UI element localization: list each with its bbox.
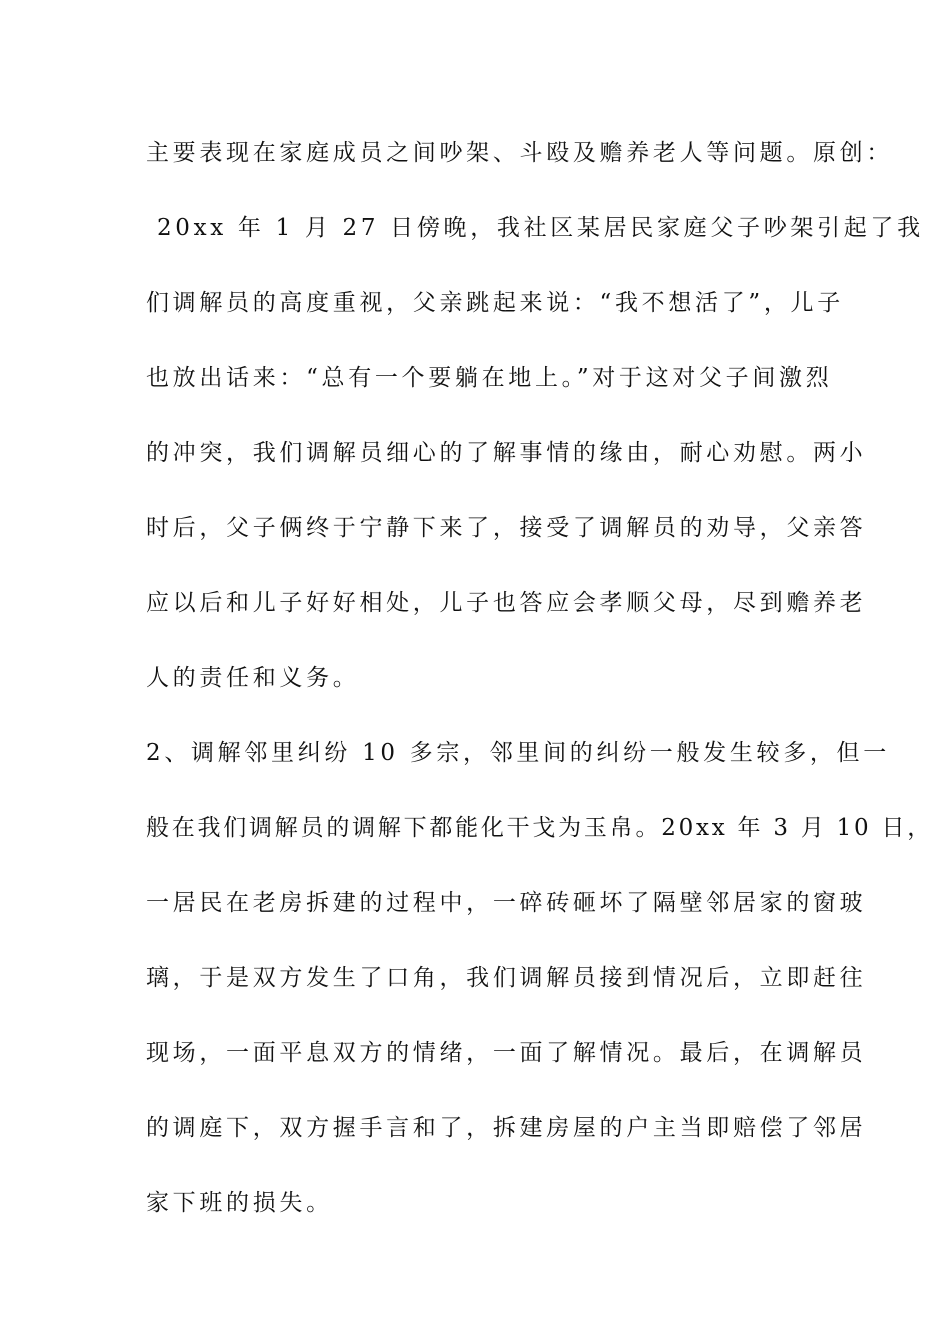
text-line: 的冲突，我们调解员细心的了解事情的缘由，耐心劝慰。两小	[146, 440, 867, 466]
text-line: 家下班的损失。	[146, 1190, 333, 1216]
text-line: 们调解员的高度重视，父亲跳起来说：“我不想活了”，儿子	[146, 290, 844, 316]
text-line: 一居民在老房拆建的过程中，一碎砖砸坏了隔壁邻居家的窗玻	[146, 890, 867, 916]
text-line: 人的责任和义务。	[146, 665, 360, 691]
text-line: 璃，于是双方发生了口角，我们调解员接到情况后，立即赶往	[146, 965, 867, 991]
text-line: 般在我们调解员的调解下都能化干戈为玉帛。20xx 年 3 月 10 日，	[146, 815, 934, 841]
text-line: 现场，一面平息双方的情绪，一面了解情况。最后，在调解员	[146, 1040, 867, 1066]
text-line: 也放出话来：“总有一个要躺在地上。”对于这对父子间激烈	[146, 365, 833, 391]
text-line: 应以后和儿子好好相处，儿子也答应会孝顺父母，尽到赡养老	[146, 590, 867, 616]
text-line: 2、调解邻里纠纷 10 多宗，邻里间的纠纷一般发生较多，但一	[146, 740, 890, 766]
text-line: 的调庭下，双方握手言和了，拆建房屋的户主当即赔偿了邻居	[146, 1115, 867, 1141]
document-body	[146, 128, 934, 1253]
text-line: 20xx 年 1 月 27 日傍晚，我社区某居民家庭父子吵架引起了我	[146, 215, 924, 241]
text-line: 时后，父子俩终于宁静下来了，接受了调解员的劝导，父亲答	[146, 515, 867, 541]
text-line: 主要表现在家庭成员之间吵架、斗殴及赡养老人等问题。原创：	[146, 140, 894, 166]
